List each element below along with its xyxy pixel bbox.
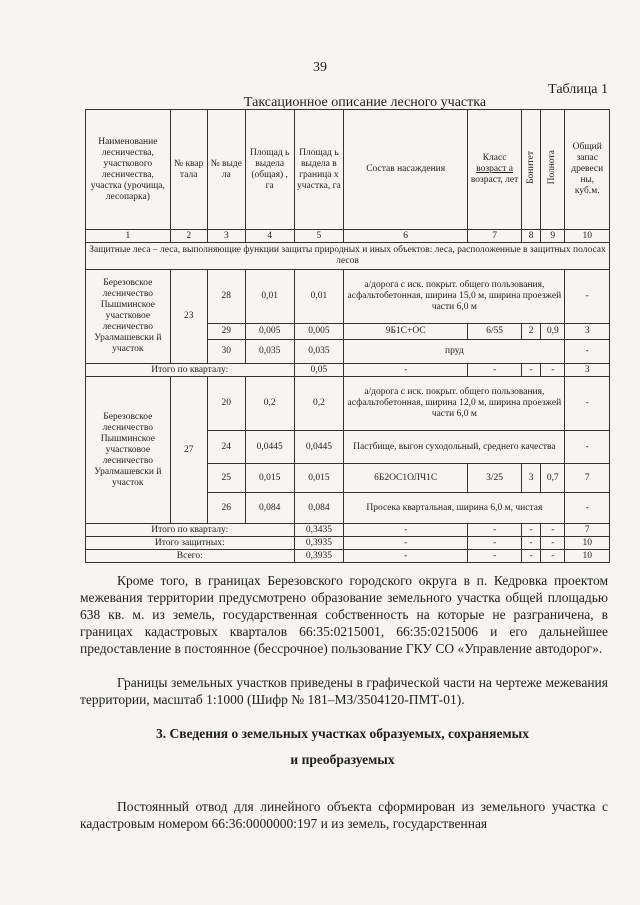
header-polnota-cell <box>541 110 565 230</box>
composition: а/дорога с иск. покрыт. общего пользования, асфальтобетонная, ширина 15,0 м, ширина проезжей части 6,0 м <box>344 270 565 324</box>
protective-total-label: Итого защитных: <box>86 537 295 550</box>
vydel-number: 25 <box>207 464 245 493</box>
dash: - <box>541 524 565 537</box>
col-number: 5 <box>294 230 344 243</box>
vydel-number: 26 <box>207 493 245 524</box>
subtotal-stock: 3 <box>565 364 610 377</box>
section-title-line1: 3. Сведения о земельных участках образуемых, сохраняемых <box>156 726 529 741</box>
stock: 3 <box>565 324 610 340</box>
section-header-row <box>86 243 610 270</box>
vydel-number: 20 <box>207 377 245 431</box>
header-name: Наименование лесничества, участкового лесничества, участка (урочища, лесопарка) <box>86 110 171 230</box>
grand-total-label: Всего: <box>86 550 295 563</box>
subtotal-area: 0,3435 <box>294 524 344 537</box>
header-class-age <box>468 110 522 230</box>
dash: - <box>468 364 522 377</box>
header-composition: Состав насаждения <box>344 110 468 230</box>
col-number: 8 <box>522 230 541 243</box>
table-row <box>86 377 610 431</box>
paragraph-1: Кроме того, в границах Березовского городского округа в п. Кедровка проектом межевания территории предусмотрено образование земельного участка общей площадью 638 кв. м. из земель, государственная собственность на которые не разграничена, в границах кадастровых кварталов 66:35:0215001, 66:35:0215006 и его дальнейшее предоставление в постоянное (бессрочное) пользование ГКУ СО «Управление автодорог». <box>80 573 608 656</box>
area-total: 0,084 <box>245 493 294 524</box>
dash: - <box>541 550 565 563</box>
composition: 9Б1С+ОС <box>344 324 468 340</box>
dash: - <box>344 524 468 537</box>
area-total: 0,01 <box>245 270 294 324</box>
vydel-number: 24 <box>207 431 245 464</box>
header-kvartal: № квар тала <box>170 110 207 230</box>
header-polnota: Полнота <box>547 150 558 185</box>
subtotal-row <box>86 364 610 377</box>
header-class-age-line3: возраст, лет <box>470 175 519 185</box>
dash: - <box>522 550 541 563</box>
grand-total-row <box>86 550 610 563</box>
area-in: 0,0445 <box>294 431 344 464</box>
dash: - <box>522 524 541 537</box>
area-total: 0,2 <box>245 377 294 431</box>
area-total: 0,015 <box>245 464 294 493</box>
composition: а/дорога с иск. покрыт. общего пользования, асфальтобетонная, ширина 12,0 м, ширина проезжей части 6,0 м <box>344 377 565 431</box>
forestry-name: Березовское лесничество Пышминское участковое лесничество Уралмашевски й участок <box>86 270 171 364</box>
header-bonitet-cell <box>522 110 541 230</box>
bonitet: 2 <box>522 324 541 340</box>
vydel-number: 28 <box>207 270 245 324</box>
col-number: 10 <box>565 230 610 243</box>
bonitet: 3 <box>522 464 541 493</box>
subtotal-label: Итого по кварталу: <box>86 524 295 537</box>
area-total: 0,0445 <box>245 431 294 464</box>
dash: - <box>522 537 541 550</box>
protective-total-area: 0,3935 <box>294 537 344 550</box>
subtotal-area: 0,05 <box>294 364 344 377</box>
col-number: 7 <box>468 230 522 243</box>
area-in: 0,015 <box>294 464 344 493</box>
grand-total-area: 0,3935 <box>294 550 344 563</box>
area-in: 0,2 <box>294 377 344 431</box>
kvartal-number: 27 <box>170 377 207 524</box>
page-number: 39 <box>313 60 327 75</box>
kvartal-number: 23 <box>170 270 207 364</box>
stock: - <box>565 340 610 364</box>
col-number: 4 <box>245 230 294 243</box>
table-header-row <box>86 110 610 230</box>
composition: Пастбище, выгон суходольный, среднего качества <box>344 431 565 464</box>
class-age: 3/25 <box>468 464 522 493</box>
stock: 7 <box>565 464 610 493</box>
header-class-age-line2: возраст а <box>476 164 514 174</box>
dash: - <box>344 364 468 377</box>
col-number: 3 <box>207 230 245 243</box>
dash: - <box>468 550 522 563</box>
vydel-number: 30 <box>207 340 245 364</box>
table-title: Таксационное описание лесного участка <box>243 95 487 110</box>
header-area-total: Площад ь выдела (общая) , га <box>245 110 294 230</box>
header-vydel: № выде ла <box>207 110 245 230</box>
composition: пруд <box>344 340 565 364</box>
polnota: 0,9 <box>541 324 565 340</box>
class-age: 6/55 <box>468 324 522 340</box>
taxation-table <box>85 109 610 563</box>
stock: - <box>565 270 610 324</box>
area-total: 0,035 <box>245 340 294 364</box>
composition: 6Б2ОС1ОЛЧ1С <box>344 464 468 493</box>
area-in: 0,084 <box>294 493 344 524</box>
dash: - <box>522 364 541 377</box>
subtotal-stock: 7 <box>565 524 610 537</box>
dash: - <box>541 537 565 550</box>
col-number: 1 <box>86 230 171 243</box>
section-header: Защитные леса – леса, выполняющие функции защиты природных и иных объектов: леса, расположенные в защитных полосах лесов <box>86 243 610 270</box>
polnota: 0,7 <box>541 464 565 493</box>
dash: - <box>541 364 565 377</box>
stock: - <box>565 377 610 431</box>
paragraph-2: Границы земельных участков приведены в графической части на чертеже межевания территории, масштаб 1:1000 (Шифр № 181–МЗ/3504120-ПМТ-01). <box>80 675 608 707</box>
section-title-line2: и преобразуемых <box>290 752 395 767</box>
area-total: 0,005 <box>245 324 294 340</box>
area-in: 0,01 <box>294 270 344 324</box>
area-in: 0,005 <box>294 324 344 340</box>
vydel-number: 29 <box>207 324 245 340</box>
col-number: 9 <box>541 230 565 243</box>
subtotal-row <box>86 524 610 537</box>
subtotal-label: Итого по кварталу: <box>86 364 295 377</box>
col-number: 2 <box>170 230 207 243</box>
protective-total-row <box>86 537 610 550</box>
header-stock: Общий запас древеси ны, куб.м. <box>565 110 610 230</box>
dash: - <box>468 537 522 550</box>
table-row <box>86 270 610 324</box>
stock: - <box>565 431 610 464</box>
dash: - <box>468 524 522 537</box>
protective-total-stock: 10 <box>565 537 610 550</box>
table-reference: Таблица 1 <box>548 82 608 97</box>
dash: - <box>344 550 468 563</box>
column-number-row <box>86 230 610 243</box>
col-number: 6 <box>344 230 468 243</box>
grand-total-stock: 10 <box>565 550 610 563</box>
composition: Просека квартальная, ширина 6,0 м, чистая <box>344 493 565 524</box>
dash: - <box>344 537 468 550</box>
header-class-age-line1: Класс <box>482 153 507 163</box>
paragraph-3: Постоянный отвод для линейного объекта сформирован из земельного участка с кадастровым номером 66:36:0000000:197 и из земель, государственная <box>80 799 608 831</box>
stock: - <box>565 493 610 524</box>
header-bonitet: Бонитет <box>525 151 536 184</box>
forestry-name: Березовское лесничество Пышминское участковое лесничество Уралмашевски й участок <box>86 377 171 524</box>
header-area-in: Площад ь выдела в граница х участка, га <box>294 110 344 230</box>
area-in: 0,035 <box>294 340 344 364</box>
